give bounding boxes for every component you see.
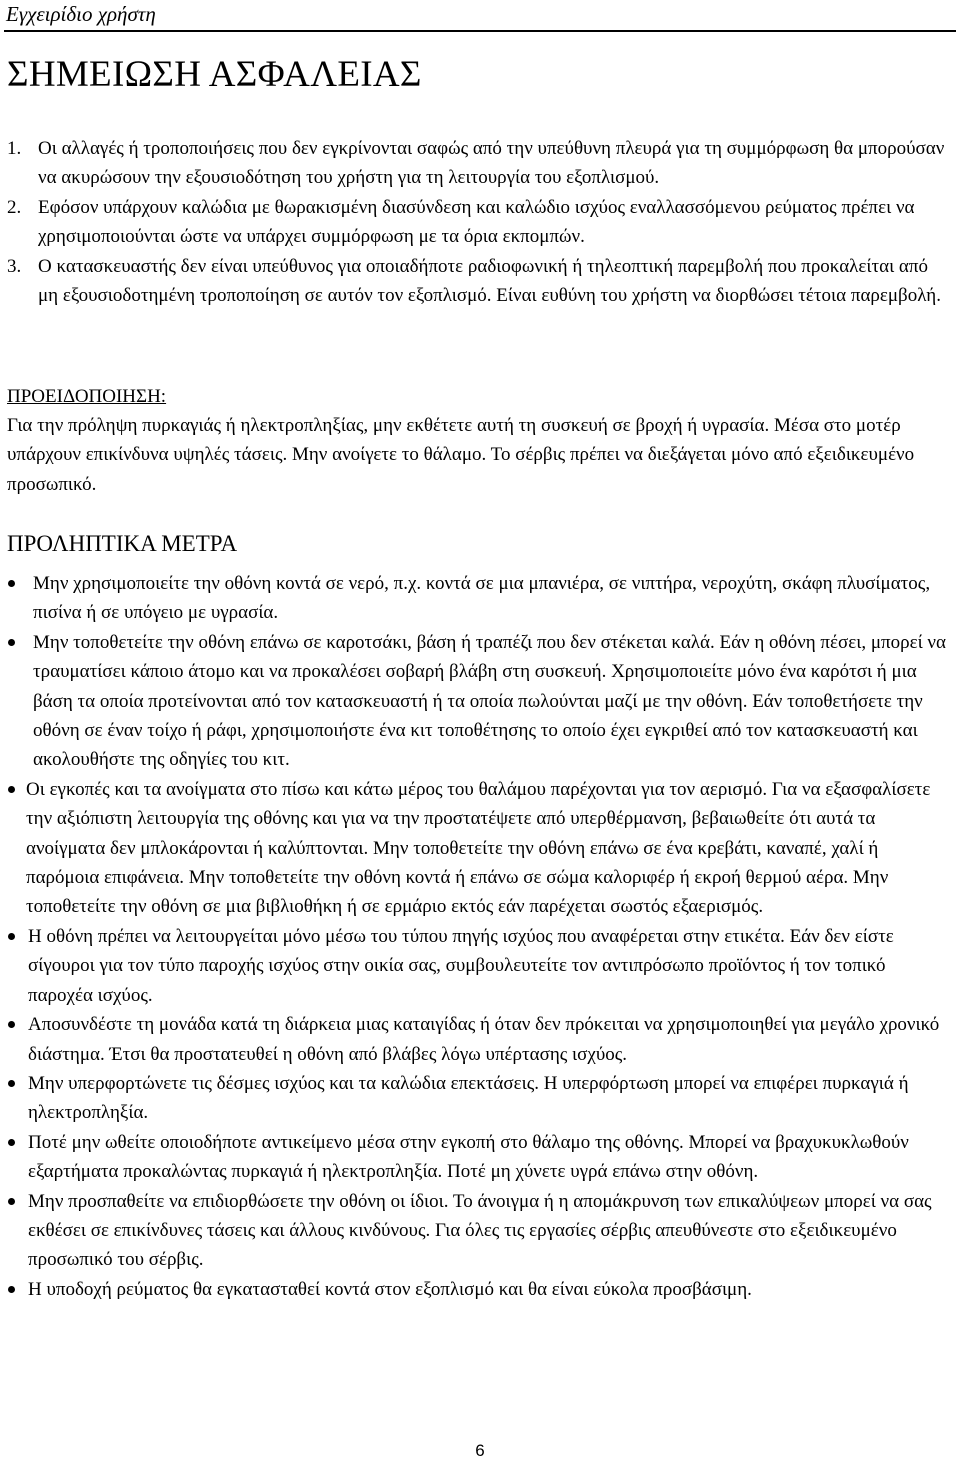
item-text: Η υποδοχή ρεύματος θα εγκατασταθεί κοντά στον εξοπλισμό και θα είναι εύκολα προσβάσιμη. xyxy=(28,1278,752,1300)
bullet-icon xyxy=(8,933,15,940)
warning-text: Για την πρόληψη πυρκαγιάς ή ηλεκτροπληξίας, μην εκθέτετε αυτή τη συσκευή σε βροχή ή υγρασία. Μέσα στο μοτέρ υπάρχουν επικίνδυνα υψηλές τάσεις. Μην ανοίγετε το θάλαμο. Το σέρβις πρέπει να διεξάγεται μόνο από εξειδικευμένο προσωπικό. xyxy=(7,415,915,495)
bullet-icon xyxy=(8,1286,15,1293)
precaution-item xyxy=(7,1128,952,1187)
bullet-icon xyxy=(8,786,15,793)
item-text: Μην υπερφορτώνετε τις δέσμες ισχύος και τα καλώδια επεκτάσεις. Η υπερφόρτωση μπορεί να επιφέρει πυρκαγιά ή ηλεκτροπληξία. xyxy=(28,1072,909,1124)
item-text: Ποτέ μην ωθείτε οποιοδήποτε αντικείμενο μέσα στην εγκοπή στο θάλαμο της οθόνης. Μπορεί να βραχυκυκλωθούν εξαρτήματα προκαλώντας πυρκαγιά ή ηλεκτροπληξία. Ποτέ μη χύνετε υγρά επάνω στην οθόνη. xyxy=(28,1131,909,1183)
precautions-list xyxy=(7,569,952,1304)
item-text: Μην προσπαθείτε να επιδιορθώσετε την οθόνη οι ίδιοι. Το άνοιγμα ή η απομάκρυνση των επικαλύψεων μπορεί να σας εκθέσει σε επικίνδυνες τάσεις και άλλους κινδύνους. Για όλες τις εργασίες σέρβις απευθύνεστε στο εξειδικευμένο προσωπικό του σέρβις. xyxy=(28,1190,932,1271)
item-number: 2. xyxy=(7,196,22,218)
precaution-item xyxy=(7,1069,952,1128)
bullet-icon xyxy=(8,1080,15,1087)
page-number: 6 xyxy=(475,1441,485,1460)
warning-heading: ΠΡΟΕΙΔΟΠΟΙΗΣΗ: xyxy=(7,386,167,407)
precautions-heading: ΠΡΟΛΗΠΤΙΚΑ ΜΕΤΡΑ xyxy=(7,531,238,556)
item-text: Οι εγκοπές και τα ανοίγματα στο πίσω και κάτω μέρος του θαλάμου παρέχονται για τον αερισμό. Για να εξασφαλίσετε την αξιόπιστη λειτουργία της οθόνης και για να την προστατέψετε από υπερθέρμανση, βεβαιωθείτε ότι αυτά τα ανοίγματα δεν μπλοκάρονται ή καλύπτονται. Μην τοποθετείτε την οθόνη επάνω σε ένα κρεβάτι, καναπέ, χαλί ή παρόμοια επιφάνεια. Μην τοποθετείτε την οθόνη κοντά ή επάνω σε σώμα καλοριφέρ ή εκροή θερμού αέρα. Μην τοποθετείτε την οθόνη σε μια βιβλιοθήκη ή σε ερμάριο εκτός εάν παρέχεται σωστός εξαερισμός. xyxy=(26,778,931,918)
item-text: Ο κατασκευαστής δεν είναι υπεύθυνος για οποιαδήποτε ραδιοφωνική ή τηλεοπτική παρεμβολή που προκαλείται από μη εξουσιοδοτημένη τροποποίηση σε αυτόν τον εξοπλισμό. Είναι ευθύνη του χρήστη να διορθώσει τέτοια παρεμβολή. xyxy=(38,255,941,307)
item-text: Μην τοποθετείτε την οθόνη επάνω σε καροτσάκι, βάση ή τραπέζι που δεν στέκεται καλά. Εάν η οθόνη πέσει, μπορεί να τραυματίσει κάποιο άτομο και να προκαλέσει σοβαρή βλάβη στη συσκευή. Χρησιμοποιείτε μόνο ένα καρότσι ή μια βάση τα οποία προτείνονται από τον κατασκευαστή ή τα οποία πωλούνται μαζί με την οθόνη. Εάν τοποθετήσετε την οθόνη σε έναν τοίχο ή ράφι, χρησιμοποιήστε ένα κιτ τοποθέτησης το οποίο έχει εγκριθεί από τον κατασκευαστή και ακολουθήστε της οδηγίες του κιτ. xyxy=(33,631,946,771)
safety-note-item xyxy=(7,193,947,252)
safety-note-item xyxy=(7,252,947,311)
running-header: Εγχειρίδιο χρήστη xyxy=(6,2,156,26)
precaution-item xyxy=(7,1187,952,1275)
precaution-item xyxy=(7,1275,952,1304)
item-number: 1. xyxy=(7,138,22,159)
precaution-item xyxy=(7,628,952,775)
precaution-item xyxy=(7,922,952,1010)
item-text: Οι αλλαγές ή τροποποιήσεις που δεν εγκρίνονται σαφώς από την υπεύθυνη πλευρά για τη συμμόρφωση θα μπορούσαν να ακυρώσουν την εξουσιοδότηση του χρήστη για τη λειτουργία του εξοπλισμού. xyxy=(38,138,945,189)
section-title: ΣΗΜΕΙΩΣΗ ΑΣΦΑΛΕΙΑΣ xyxy=(7,54,422,95)
item-text: Εφόσον υπάρχουν καλώδια με θωρακισμένη διασύνδεση και καλώδιο ισχύος εναλλασσόμενου ρεύματος πρέπει να χρησιμοποιούνται ώστε να υπάρχει συμμόρφωση με τα όρια εκπομπών. xyxy=(38,196,915,248)
bullet-icon xyxy=(8,1198,15,1205)
bullet-icon xyxy=(8,580,15,587)
bullet-icon xyxy=(8,1139,15,1146)
safety-note-item xyxy=(7,134,947,193)
item-text: Αποσυνδέστε τη μονάδα κατά τη διάρκεια μιας καταιγίδας ή όταν δεν πρόκειται να χρησιμοποιηθεί για μεγάλο χρονικό διάστημα. Έτσι θα προστατευθεί η οθόνη από βλάβες λόγω υπέρτασης ισχύος. xyxy=(28,1014,940,1065)
item-text: Η οθόνη πρέπει να λειτουργείται μόνο μέσω του τύπου πηγής ισχύος που αναφέρεται στην ετικέτα. Εάν δεν είστε σίγουροι για τον τύπο παροχής ισχύος στην οικία σας, συμβουλευτείτε τον αντιπρόσωπο προϊόντος ή τον τοπικό παροχέα ισχύος. xyxy=(28,925,894,1006)
precaution-item xyxy=(7,1010,952,1069)
precaution-item xyxy=(7,775,952,922)
item-text: Μην χρησιμοποιείτε την οθόνη κοντά σε νερό, π.χ. κοντά σε μια μπανιέρα, σε νιπτήρα, νεροχύτη, σκάφη πλυσίματος, πισίνα ή σε υπόγειο με υγρασία. xyxy=(33,573,931,624)
precaution-item xyxy=(7,569,952,628)
header-divider xyxy=(4,30,956,32)
bullet-icon xyxy=(8,1021,15,1028)
safety-notes-list xyxy=(7,134,947,310)
item-number: 3. xyxy=(7,255,22,277)
bullet-icon xyxy=(8,639,15,646)
